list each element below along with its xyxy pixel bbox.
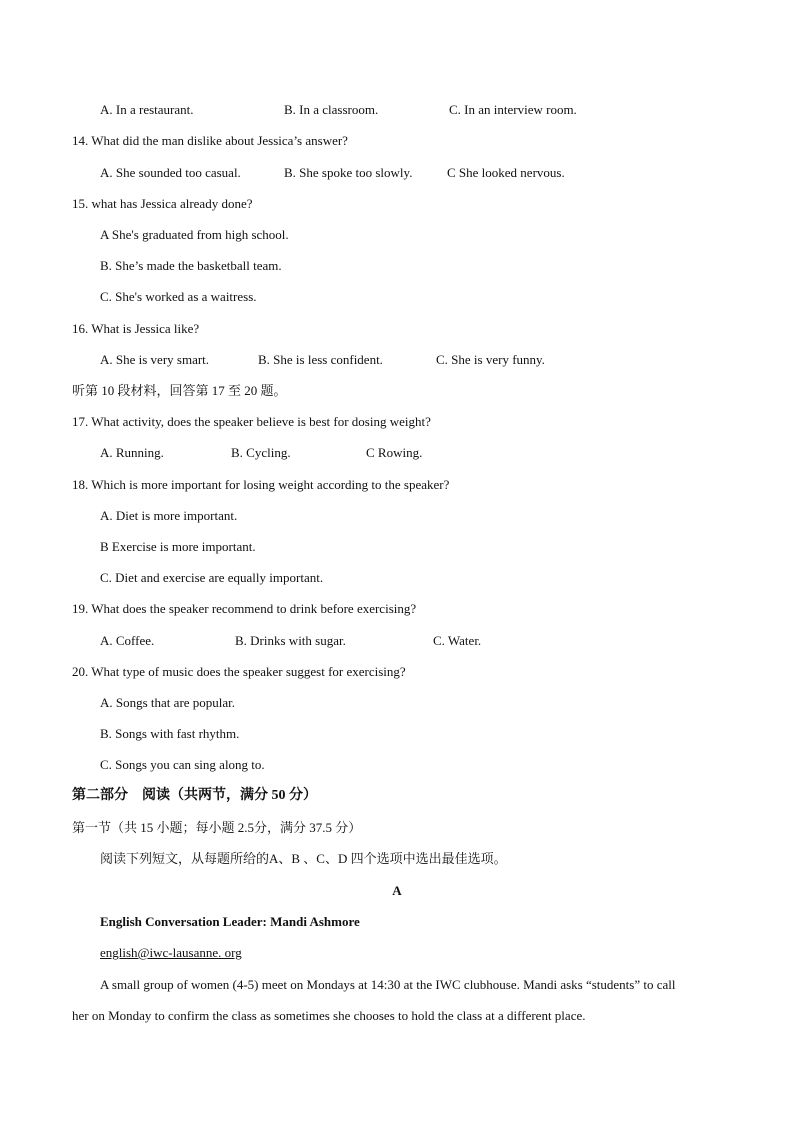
q20-option-b: B. Songs with fast rhythm.: [100, 726, 240, 741]
q19-option-a: A. Coffee.: [100, 633, 155, 648]
q16-option-b: B. She is less confident.: [258, 352, 383, 367]
q15-option-b: B. She’s made the basketball team.: [100, 258, 282, 273]
q15-option-a: A She's graduated from high school.: [100, 227, 289, 242]
passage-title: English Conversation Leader: Mandi Ashmore: [100, 914, 360, 929]
q13-option-b: B. In a classroom.: [284, 102, 379, 117]
q18-option-b: B Exercise is more important.: [100, 539, 256, 554]
q16-option-c: C. She is very funny.: [436, 352, 545, 367]
q15-stem: 15. what has Jessica already done?: [72, 196, 253, 211]
q18-option-a: A. Diet is more important.: [100, 508, 238, 523]
q15-option-c: C. She's worked as a waitress.: [100, 289, 257, 304]
q14-stem: 14. What did the man dislike about Jessica’s answer?: [72, 133, 348, 148]
part2-heading: 第二部分 阅读（共两节，满分 50 分）: [72, 788, 317, 803]
contact-email-link[interactable]: english@iwc-lausanne. org: [100, 945, 242, 960]
q16-stem: 16. What is Jessica like?: [72, 321, 200, 336]
q14-option-c: C She looked nervous.: [447, 165, 565, 180]
q20-stem: 20. What type of music does the speaker suggest for exercising?: [72, 664, 406, 679]
section10-instruction: 听第 10 段材料，回答第 17 至 20 题。: [72, 383, 287, 398]
q17-option-b: B. Cycling.: [231, 445, 291, 460]
q19-option-b: B. Drinks with sugar.: [235, 633, 346, 648]
q20-option-c: C. Songs you can sing along to.: [100, 757, 265, 772]
q17-option-a: A. Running.: [100, 445, 164, 460]
q18-stem: 18. Which is more important for losing weight according to the speaker?: [72, 477, 450, 492]
q14-option-a: A. She sounded too casual.: [100, 165, 241, 180]
q14-option-b: B. She spoke too slowly.: [284, 165, 413, 180]
q16-option-a: A. She is very smart.: [100, 352, 210, 367]
q19-stem: 19. What does the speaker recommend to drink before exercising?: [72, 601, 417, 616]
part2-instruction: 阅读下列短文，从每题所给的A、B 、C、D 四个选项中选出最佳选项。: [100, 851, 507, 866]
passage-label: A: [392, 883, 402, 898]
q17-option-c: C Rowing.: [366, 445, 423, 460]
passage-paragraph-line-2: her on Monday to confirm the class as sometimes she chooses to hold the class at a different place.: [72, 1008, 586, 1023]
q18-option-c: C. Diet and exercise are equally important.: [100, 570, 324, 585]
q20-option-a: A. Songs that are popular.: [100, 695, 236, 710]
q13-option-c: C. In an interview room.: [449, 102, 577, 117]
q13-option-a: A. In a restaurant.: [100, 102, 194, 117]
part2-section1-heading: 第一节（共 15 小题；每小题 2.5分，满分 37.5 分）: [72, 820, 362, 835]
passage-paragraph-line-1: A small group of women (4-5) meet on Mondays at 14:30 at the IWC clubhouse. Mandi asks “students” to call: [100, 977, 676, 992]
q19-option-c: C. Water.: [433, 633, 482, 648]
q17-stem: 17. What activity, does the speaker believe is best for dosing weight?: [72, 414, 431, 429]
